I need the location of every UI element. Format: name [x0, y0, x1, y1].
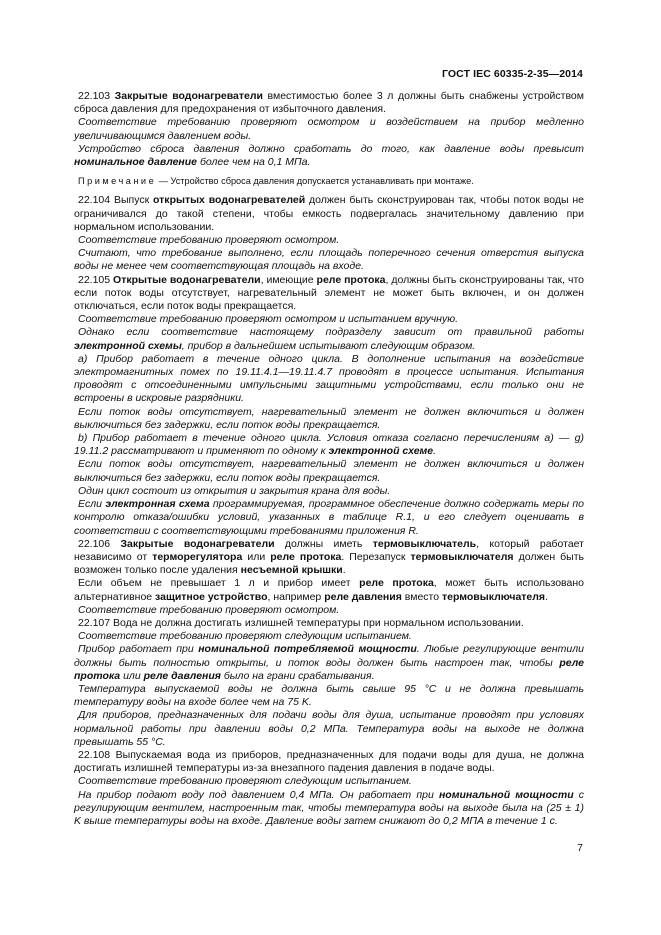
paragraph: Однако если соответствие настоящему подразделу зависит от правильной работы электронной схемы, прибор в дальнейшем испытывают следующим образом.: [74, 326, 584, 352]
paragraph: Если объем не превышает 1 л и прибор имеет реле протока, может быть использовано альтернативное защитное устройство, например реле давления вместо термовыключателя.: [74, 577, 584, 603]
paragraph: Один цикл состоит из открытия и закрытия крана для воды.: [78, 484, 391, 497]
paragraph: 22.103 Закрытые водонагреватели вместимостью более 3 л должны быть снабжены устройством сброса давления для предохранения от избыточного давления.: [74, 90, 584, 116]
paragraph: 22.104 Выпуск открытых водонагревателей должен быть сконструирован так, чтобы поток воды не ограничивался до такой степени, чтобы емкость подвергалась значительному давлению при нормальном использовании.: [74, 194, 584, 233]
document-body: [74, 90, 584, 828]
paragraph: Устройство сброса давления должно сработать до того, как давление воды превысит номинальное давление более чем на 0,1 МПа.: [74, 142, 584, 169]
document-header-id: ГОСТ IEC 60335-2-35—2014: [441, 68, 583, 80]
page-number: 7: [577, 842, 583, 854]
paragraph: 22.108 Выпускаемая вода из приборов, предназначенных для подачи воды для душа, не должна достигать излишней температуры из-за внезапного падения давления в подаче воды.: [74, 748, 584, 775]
paragraph: 22.105 Открытые водонагреватели, имеющие реле протока, должны быть сконструированы так, что если поток воды отсутствует, нагревательный элемент не может быть включен, и он должен отключаться, если поток воды прекращается.: [74, 273, 584, 313]
paragraph: Температура выпускаемой воды не должна быть свыше 95 °С и не должна превышать температуру воды на входе более чем на 75 K.: [74, 682, 584, 709]
paragraph: Прибор работает при номинальной потребляемой мощности. Любые регулирующие вентили должны быть полностью открыты, и поток воды должен быть настроен так, чтобы реле протока или реле давления было на грани срабатывания.: [74, 643, 585, 682]
note: [74, 175, 584, 188]
paragraph: Соответствие требованию проверяют осмотром и испытанием вручную.: [78, 313, 459, 326]
paragraph: Для приборов, предназначенных для подачи воды для душа, испытание проводят при условиях нормальной работы при давлении воды 0,2 МПа. Температура воды на выходе не должна превышать 55 °С.: [74, 709, 584, 748]
paragraph: Соответствие требованию проверяют осмотром.: [78, 603, 340, 616]
paragraph: Если поток воды отсутствует, нагревательный элемент не должен включиться и должен выключиться без задержки, если поток воды прекращается.: [74, 458, 584, 484]
paragraph: Соответствие требованию проверяют следующим испытанием.: [78, 775, 412, 788]
paragraph: b) Прибор работает в течение одного цикла. Условия отказа согласно перечислениям a) — g) 19.11.2 рассматривают и применяют по одному к электронной схеме.: [74, 432, 584, 458]
paragraph: Если электронная схема программируемая, программное обеспечение должно содержать меры по контролю отказа/ошибки условий, указанных в таблице R.1, и его следует оценивать в соответствии с соответствующими требованиями приложения R.: [74, 498, 585, 537]
paragraph: Соответствие требованию проверяют осмотром и воздействием на прибор медленно увеличивающимся давлением воды.: [74, 116, 584, 142]
paragraph: 22.107 Вода не должна достигать излишней температуры при нормальном использовании.: [78, 616, 524, 629]
paragraph: 22.106 Закрытые водонагреватели должны иметь термовыключатель, который работает независимо от терморегулятора или реле протока. Перезапуск термовыключателя должен быть возможен только после удаления несъемной крышки.: [74, 537, 585, 577]
paragraph: Считают, что требование выполнено, если площадь поперечного сечения отверстия выпуска воды не менее чем соответствующая площадь на входе.: [74, 247, 584, 273]
paragraph: a) Прибор работает в течение одного цикла. В дополнение испытания на воздействие электромагнитных помех по 19.11.4.1—19.11.4.7 проводят в процессе испытания. Испытания проводят с отсоединенными импульсными защитными устройствами, если только они не встроены в искровые разрядники.: [74, 352, 584, 405]
note-text: — Устройство сброса давления допускается устанавливать при монтаже.: [156, 176, 474, 187]
paragraph: На прибор подают воду под давлением 0,4 МПа. Он работает при номинальной мощности с регулирующим вентилем, настроенным так, чтобы температура воды на выходе была на (25 ± 1) K выше температуры воды на входе. Давление воды затем снижают до 0,2 МПА в течение 1 с.: [74, 788, 585, 827]
paragraph: Соответствие требованию проверяют следующим испытанием.: [78, 630, 412, 643]
paragraph: Соответствие требованию проверяют осмотром.: [78, 234, 340, 247]
note-label: Примечание: [78, 176, 157, 187]
paragraph: Если поток воды отсутствует, нагревательный элемент не должен включиться и должен выключиться без задержки, если поток воды прекращается.: [74, 405, 584, 431]
